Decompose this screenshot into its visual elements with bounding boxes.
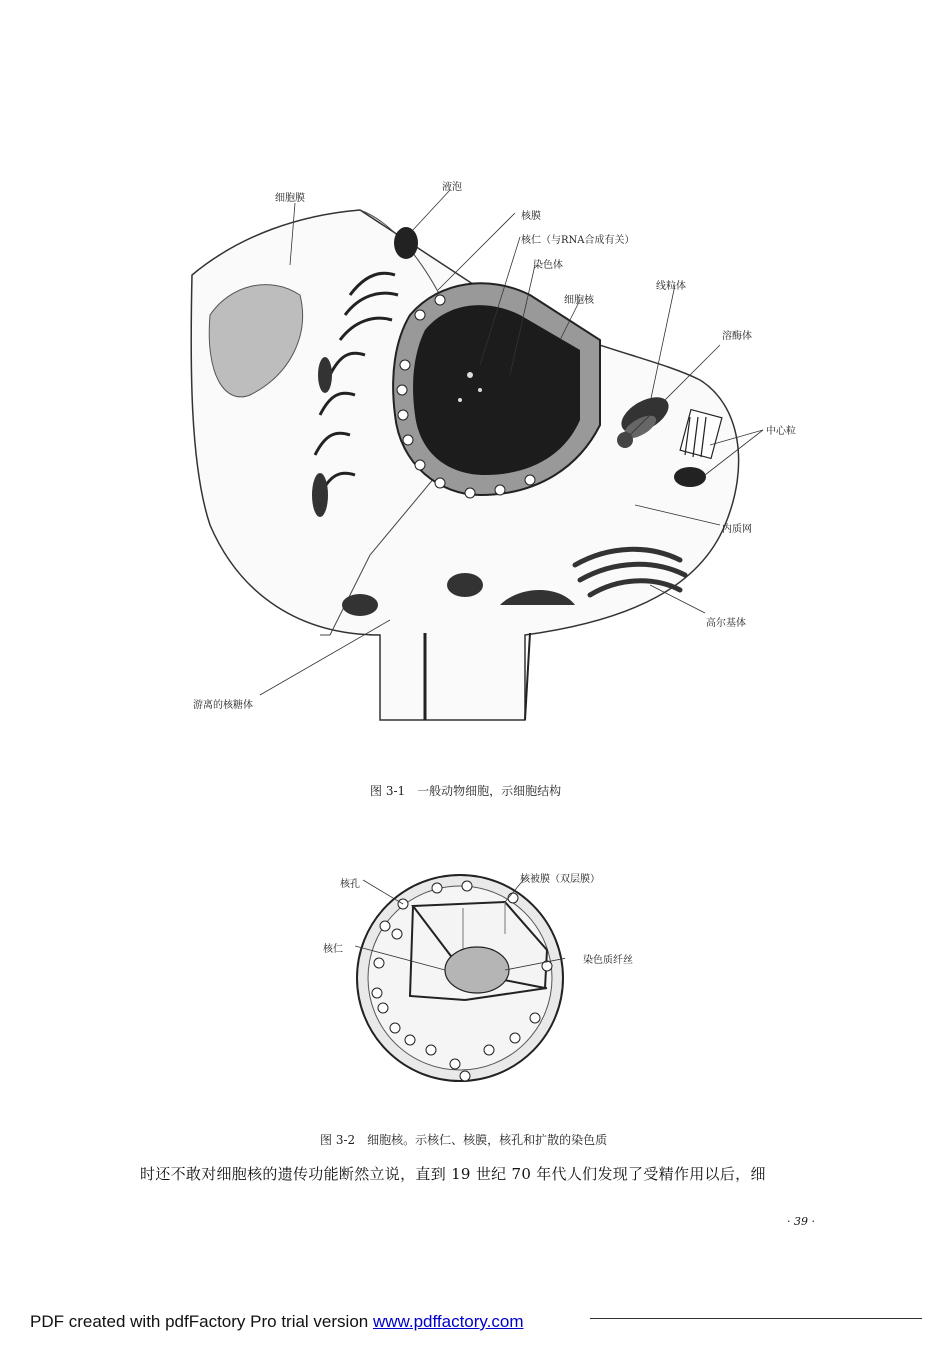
label-vacuole: 液泡 <box>442 182 462 193</box>
label-lysosome: 溶酶体 <box>722 331 752 342</box>
body-paragraph: 时还不敢对细胞核的遗传功能断然立说，直到 19 世纪 70 年代人们发现了受精作用以后，细 <box>140 1165 766 1183</box>
label-nuclear-membrane: 核膜 <box>521 211 541 222</box>
label-nucleus: 细胞核 <box>564 295 594 306</box>
label-nuclear-envelope: 核被膜（双层膜） <box>520 874 600 885</box>
footer-rule <box>590 1318 922 1319</box>
label-nuclear-pore: 核孔 <box>340 879 360 890</box>
figure-3-2-caption: 图 3-2 细胞核。示核仁、核膜，核孔和扩散的染色质 <box>320 1133 608 1147</box>
nucleus-illustration <box>355 868 565 1088</box>
footer-text: PDF created with pdfFactory Pro trial version <box>30 1312 373 1331</box>
label-mitochondria: 线粒体 <box>656 281 686 292</box>
label-er: 内质网 <box>722 524 752 535</box>
animal-cell-illustration <box>180 165 830 735</box>
label-nucleolus: 核仁（与RNA合成有关） <box>521 235 635 246</box>
label-golgi: 高尔基体 <box>706 618 746 629</box>
label-chromosome: 染色体 <box>533 260 563 271</box>
label-nucleus-nucleolus: 核仁 <box>323 944 343 955</box>
label-cell-membrane: 细胞膜 <box>275 193 305 204</box>
label-centriole: 中心粒 <box>766 426 796 437</box>
footer-link[interactable]: www.pdffactory.com <box>372 1312 524 1331</box>
page-number: · 39 · <box>787 1215 815 1228</box>
label-ribosome: 游离的核糖体 <box>193 700 253 711</box>
figure-3-1-caption: 图 3-1 一般动物细胞，示细胞结构 <box>370 784 562 798</box>
label-chromatin: 染色质纤丝 <box>583 955 633 966</box>
pdf-footer <box>30 1312 524 1332</box>
